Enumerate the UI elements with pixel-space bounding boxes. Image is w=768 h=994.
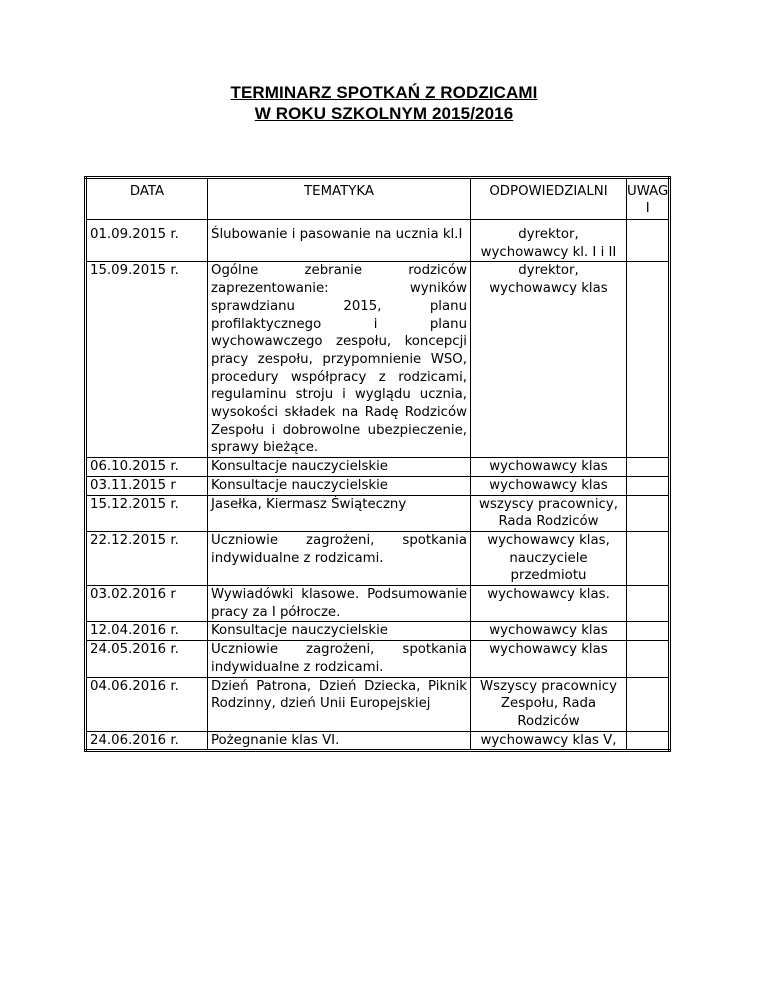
row-notes <box>627 641 670 677</box>
row-notes <box>627 531 670 585</box>
header-date: DATA <box>86 178 208 220</box>
row-date: 15.12.2015 r. <box>86 495 208 531</box>
table-row <box>86 262 670 458</box>
table-row <box>86 586 670 622</box>
row-responsible: wychowawcy klas <box>471 641 627 677</box>
header-notes: UWAG I <box>627 178 670 220</box>
row-topic: Konsultacje nauczycielskie <box>208 458 471 477</box>
row-notes <box>627 458 670 477</box>
row-topic: Uczniowie zagrożeni, spotkania indywidualne z rodzicami. <box>208 641 471 677</box>
row-responsible: wychowawcy klas, nauczyciele przedmiotu <box>471 531 627 585</box>
row-topic: Wywiadówki klasowe. Podsumowanie pracy za I półrocze. <box>208 586 471 622</box>
row-date: 24.05.2016 r. <box>86 641 208 677</box>
header-row <box>86 178 670 220</box>
row-topic: Konsultacje nauczycielskie <box>208 622 471 641</box>
row-notes <box>627 220 670 262</box>
schedule-table <box>84 176 671 752</box>
row-responsible: wychowawcy klas <box>471 622 627 641</box>
table-row <box>86 641 670 677</box>
table-row <box>86 458 670 477</box>
row-responsible: wychowawcy klas <box>471 458 627 477</box>
row-date: 01.09.2015 r. <box>86 220 208 262</box>
row-date: 15.09.2015 r. <box>86 262 208 458</box>
row-notes <box>627 622 670 641</box>
header-topic: TEMATYKA <box>208 178 471 220</box>
row-topic: Dzień Patrona, Dzień Dziecka, Piknik Rodzinny, dzień Unii Europejskiej <box>208 677 471 731</box>
row-topic: Pożegnanie klas VI. <box>208 731 471 751</box>
table-row <box>86 677 670 731</box>
table-row <box>86 476 670 495</box>
row-topic: Konsultacje nauczycielskie <box>208 476 471 495</box>
row-notes <box>627 262 670 458</box>
row-date: 22.12.2015 r. <box>86 531 208 585</box>
document-title-line1: TERMINARZ SPOTKAŃ Z RODZICAMI <box>230 83 538 102</box>
row-topic: Ogólne zebranie rodziców zaprezentowanie: wyników sprawdzianu 2015, planu profilaktycznego i planu wychowawczego zespołu, koncepcji pracy zespołu, przypomnienie WSO, procedury współpracy z rodzicami, regulaminu stroju i wyglądu ucznia, wysokości składek na Radę Rodziców Zespołu i dobrowolne ubezpieczenie, sprawy bieżące. <box>208 262 471 458</box>
table-row <box>86 220 670 262</box>
table-row <box>86 531 670 585</box>
row-notes <box>627 731 670 751</box>
row-responsible: Wszyscy pracownicy Zespołu, Rada Rodziców <box>471 677 627 731</box>
document-title-line2: W ROKU SZKOLNYM 2015/2016 <box>254 104 514 123</box>
row-responsible: wychowawcy klas. <box>471 586 627 622</box>
row-responsible: dyrektor, wychowawcy klas <box>471 262 627 458</box>
row-topic: Jasełka, Kiermasz Świąteczny <box>208 495 471 531</box>
row-responsible: wychowawcy klas V, <box>471 731 627 751</box>
row-topic: Uczniowie zagrożeni, spotkania indywidualne z rodzicami. <box>208 531 471 585</box>
row-notes <box>627 677 670 731</box>
table-row <box>86 622 670 641</box>
row-topic: Ślubowanie i pasowanie na ucznia kl.I <box>208 220 471 262</box>
row-date: 06.10.2015 r. <box>86 458 208 477</box>
row-responsible: wszyscy pracownicy, Rada Rodziców <box>471 495 627 531</box>
row-date: 24.06.2016 r. <box>86 731 208 751</box>
row-responsible: wychowawcy klas <box>471 476 627 495</box>
row-notes <box>627 476 670 495</box>
row-date: 03.11.2015 r <box>86 476 208 495</box>
row-date: 04.06.2016 r. <box>86 677 208 731</box>
header-responsible: ODPOWIEDZIALNI <box>471 178 627 220</box>
table-row <box>86 495 670 531</box>
row-responsible: dyrektor, wychowawcy kl. I i II <box>471 220 627 262</box>
row-notes <box>627 495 670 531</box>
row-date: 12.04.2016 r. <box>86 622 208 641</box>
table-row <box>86 731 670 751</box>
row-date: 03.02.2016 r <box>86 586 208 622</box>
row-notes <box>627 586 670 622</box>
